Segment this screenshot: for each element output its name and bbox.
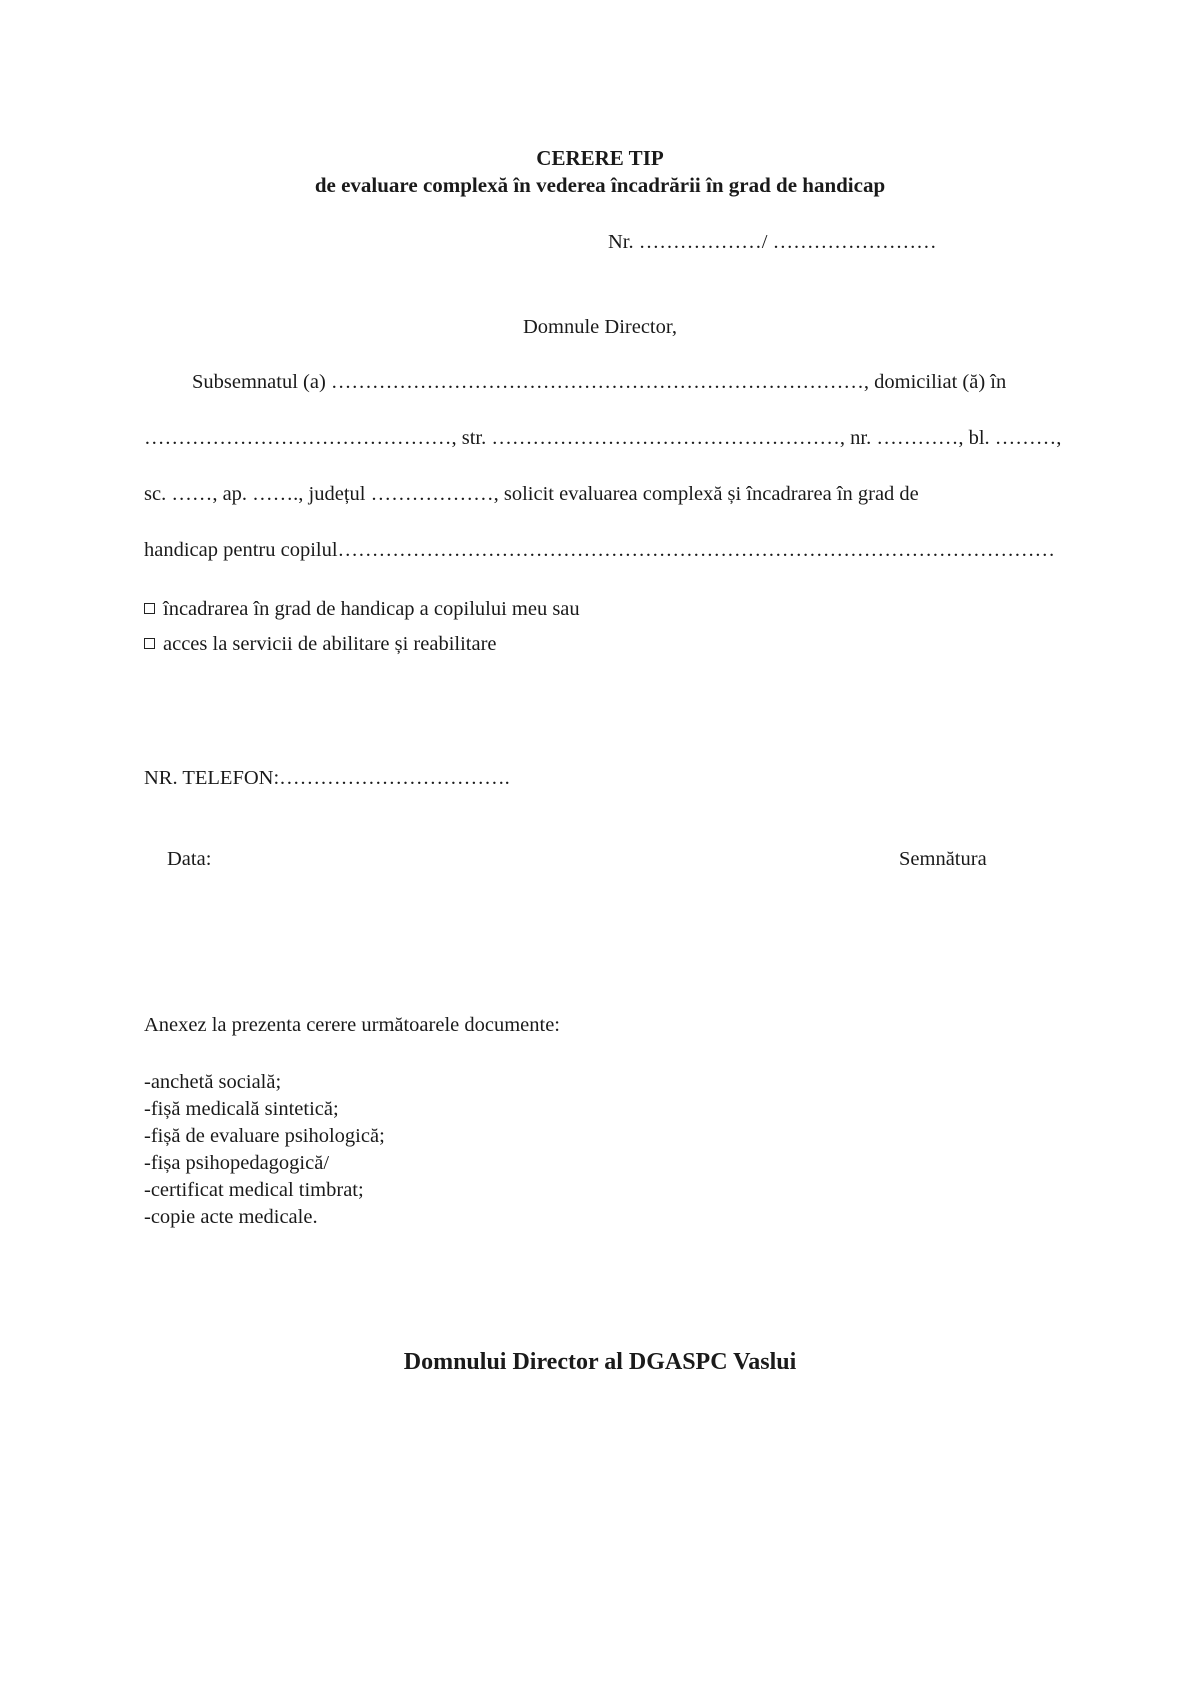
registration-number: Nr. ………………/ ……………………: [608, 231, 937, 253]
checkbox-icon[interactable]: [144, 638, 155, 649]
annex-item: -fișă medicală sintetică;: [144, 1098, 339, 1120]
form-title: CERERE TIP: [536, 146, 664, 170]
option-rehabilitation-services[interactable]: [144, 633, 497, 656]
body-line-1: [192, 371, 1020, 394]
phone-line: NR. TELEFON:…………………………….: [144, 767, 510, 789]
signature-label: Semnătura: [899, 848, 987, 870]
checkbox-icon[interactable]: [144, 603, 155, 614]
body-line-4: [144, 539, 1056, 562]
addressee: Domnului Director al DGASPC Vaslui: [403, 1349, 797, 1375]
form-subtitle: de evaluare complexă în vederea încadrării în grad de handicap: [314, 173, 886, 197]
body-line-2: [144, 427, 1062, 450]
body-line-2-text: ………………………………………, str. ……………………………………………, nr. …………, bl. ………,: [144, 427, 1062, 449]
annex-item: -copie acte medicale.: [144, 1206, 318, 1228]
annex-intro: Anexez la prezenta cerere următoarele documente:: [144, 1014, 561, 1036]
option-child-disability-grade[interactable]: [144, 598, 580, 621]
annex-item: -anchetă socială;: [144, 1071, 282, 1093]
body-line-3-text: sc. ……, ap. ……., județul ………………, solicit evaluarea complexă și încadrarea în grad de: [144, 483, 919, 505]
salutation: Domnule Director,: [522, 316, 678, 338]
annex-item: -fișa psihopedagogică/: [144, 1152, 330, 1174]
body-line-3: [144, 483, 1020, 506]
option-label: acces la servicii de abilitare și reabilitare: [163, 633, 497, 655]
body-line-4-text: handicap pentru copilul……………………………………………………………………………………………: [144, 539, 1056, 561]
option-label: încadrarea în grad de handicap a copilului meu sau: [163, 598, 580, 620]
date-label: Data:: [167, 848, 212, 870]
body-line-1-text: Subsemnatul (a) ……………………………………………………………………, domiciliat (ă) în: [192, 371, 1007, 393]
annex-item: -certificat medical timbrat;: [144, 1179, 364, 1201]
annex-item: -fișă de evaluare psihologică;: [144, 1125, 385, 1147]
